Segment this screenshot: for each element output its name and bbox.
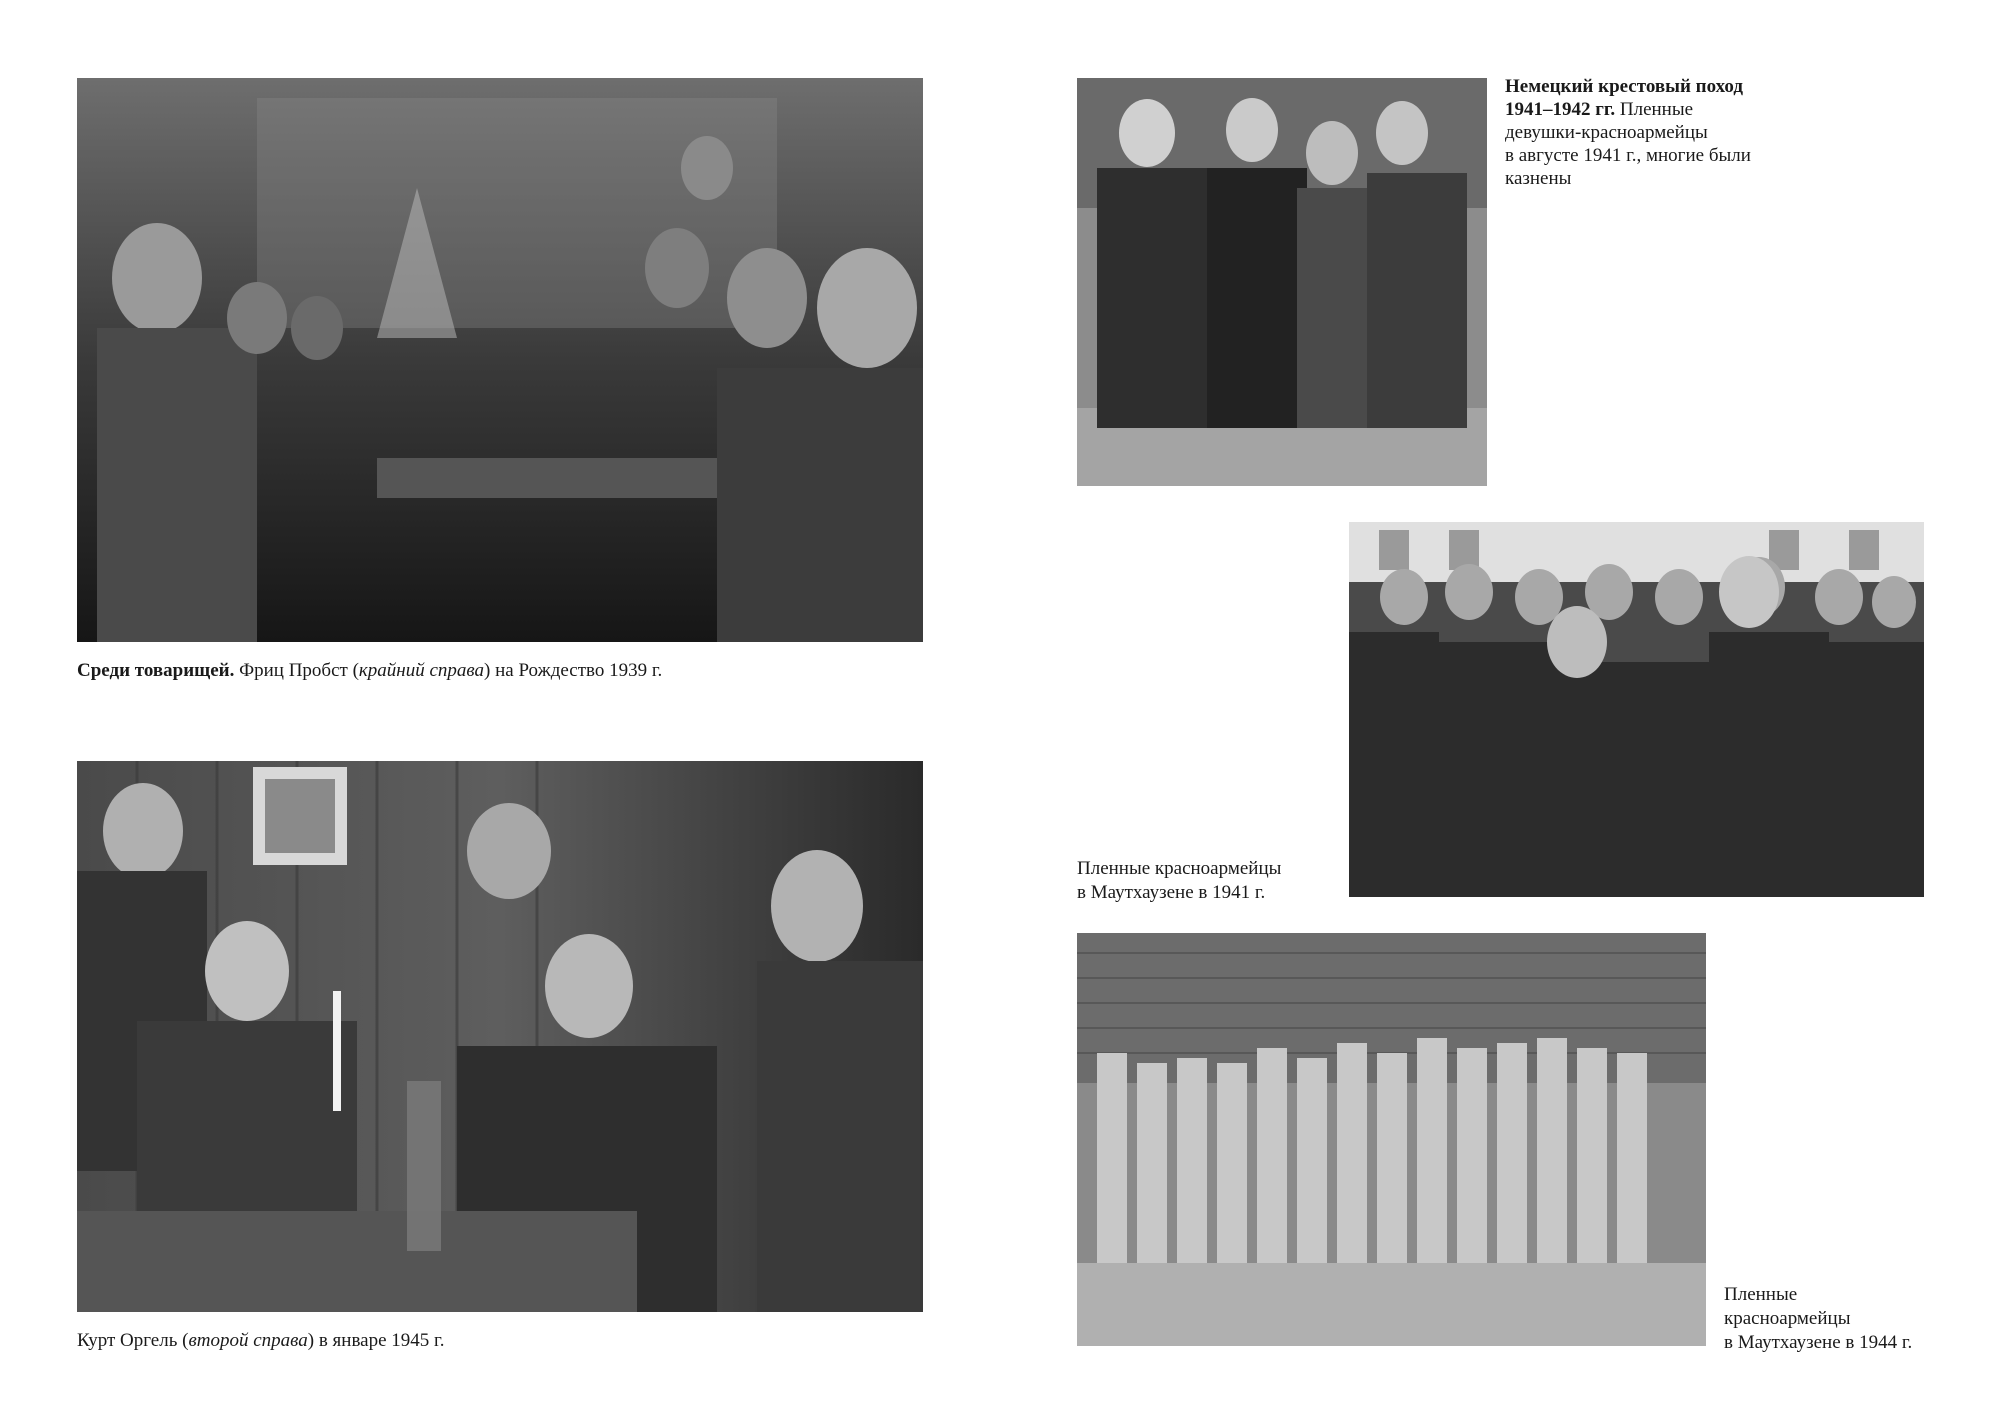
photo-captured-women-1941 xyxy=(1077,78,1487,486)
caption-bold: Среди товарищей. xyxy=(77,660,235,681)
caption-mauthausen-1941: Пленные красноармейцы в Маутхаузене в 1941 г. xyxy=(1077,858,1282,903)
caption-christmas-1939: Среди товарищей. Фриц Пробст (крайний справа) на Рождество 1939 г. xyxy=(77,660,663,681)
photo-christmas-1939 xyxy=(77,78,923,642)
caption-captured-women-1941: Немецкий крестовый поход 1941–1942 гг. Пленные девушки-красноармейцы в августе 1941 г., многие были казнены xyxy=(1505,76,1751,189)
caption-mauthausen-1944: Пленные красноармейцы в Маутхаузене в 1944 г. xyxy=(1724,1284,1913,1353)
caption-january-1945: Курт Оргель (второй справа) в январе 1945 г. xyxy=(77,1330,445,1351)
photo-mauthausen-1944 xyxy=(1077,933,1706,1346)
photo-mauthausen-1941 xyxy=(1349,522,1924,897)
photo-january-1945 xyxy=(77,761,923,1312)
